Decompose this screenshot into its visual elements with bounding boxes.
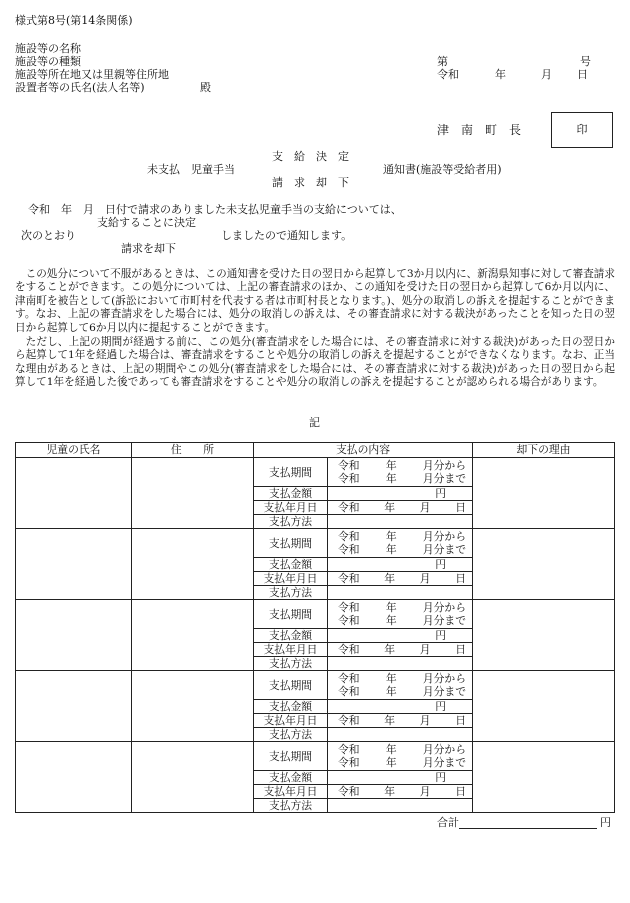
header-payment-details: 支払の内容 bbox=[254, 443, 473, 458]
table-row bbox=[16, 600, 615, 629]
facility-type-label: 施設等の種類 bbox=[15, 55, 81, 68]
pay-date-value[interactable]: 令和 年 月 日 bbox=[328, 572, 473, 586]
pay-method-value[interactable] bbox=[328, 657, 473, 671]
pay-date-value[interactable]: 令和 年 月 日 bbox=[328, 501, 473, 515]
intro-line1: 令和 年 月 日付で請求のありました未支払児童手当の支給については、 bbox=[28, 203, 402, 216]
period-value[interactable]: 令和 年 月分から 令和 年 月分まで bbox=[328, 742, 473, 771]
title-right: 通知書(施設等受給者用) bbox=[383, 163, 502, 176]
date-year: 年 bbox=[495, 68, 506, 81]
rejection-reason-cell[interactable] bbox=[473, 671, 615, 742]
address-cell[interactable] bbox=[132, 742, 254, 813]
period-label: 支払期間 bbox=[254, 458, 328, 487]
pay-method-value[interactable] bbox=[328, 586, 473, 600]
pay-method-value[interactable] bbox=[328, 799, 473, 813]
title-left: 未支払 児童手当 bbox=[147, 163, 235, 176]
total-label: 合計 bbox=[437, 816, 459, 829]
title-option-decision: 支 給 決 定 bbox=[272, 150, 349, 163]
period-value[interactable]: 令和 年 月分から 令和 年 月分まで bbox=[328, 529, 473, 558]
seal-mark: 印 bbox=[576, 123, 588, 137]
pay-date-value[interactable]: 令和 年 月 日 bbox=[328, 714, 473, 728]
issuer-name: 津 南 町 長 bbox=[437, 123, 522, 137]
child-name-cell[interactable] bbox=[16, 600, 132, 671]
amount-label: 支払金額 bbox=[254, 487, 328, 501]
period-value[interactable]: 令和 年 月分から 令和 年 月分まで bbox=[328, 671, 473, 700]
header-address: 住 所 bbox=[132, 443, 254, 458]
pay-method-label: 支払方法 bbox=[254, 657, 328, 671]
intro-line2-right: しましたので通知します。 bbox=[221, 229, 353, 242]
address-cell[interactable] bbox=[132, 458, 254, 529]
seal-box bbox=[551, 112, 613, 148]
amount-value[interactable]: 円 bbox=[328, 629, 473, 643]
child-name-cell[interactable] bbox=[16, 529, 132, 600]
child-name-cell[interactable] bbox=[16, 742, 132, 813]
intro-option-pay: 支給することに決定 bbox=[97, 216, 196, 229]
date-day: 日 bbox=[577, 68, 588, 81]
title-option-rejection: 請 求 却 下 bbox=[272, 176, 349, 189]
total-field[interactable] bbox=[459, 828, 597, 829]
pay-date-label: 支払年月日 bbox=[254, 501, 328, 515]
address-cell[interactable] bbox=[132, 600, 254, 671]
period-label: 支払期間 bbox=[254, 600, 328, 629]
date-era: 令和 bbox=[437, 68, 459, 81]
child-name-cell[interactable] bbox=[16, 671, 132, 742]
notice-paragraph-2: ただし、上記の期間が経過する前に、この処分(審査請求をした場合には、その審査請求に対する裁決)があった日の翌日から起算して1年を経過した場合は、審査請求をすることや処分の取消しの訴えを提起することができなくなります。なお、正当な理由があるときは、上記の期間やこの処分(審査請求をした場合には、その審査請求に対する裁決)があった日の翌日から起算して1年を経過した後であっても審査請求をすることや処分の取消しの訴えを提起することが認められる場合があります。 bbox=[15, 336, 615, 389]
period-value[interactable]: 令和 年 月分から 令和 年 月分まで bbox=[328, 600, 473, 629]
ki-mark: 記 bbox=[309, 416, 320, 429]
pay-date-label: 支払年月日 bbox=[254, 572, 328, 586]
table-row bbox=[16, 458, 615, 487]
table-row bbox=[16, 742, 615, 771]
amount-label: 支払金額 bbox=[254, 700, 328, 714]
header-child-name: 児童の氏名 bbox=[16, 443, 132, 458]
pay-method-label: 支払方法 bbox=[254, 799, 328, 813]
facility-name-label: 施設等の名称 bbox=[15, 42, 81, 55]
period-label: 支払期間 bbox=[254, 742, 328, 771]
facility-address-label: 施設等所在地又は里親等住所地 bbox=[15, 68, 169, 81]
child-name-cell[interactable] bbox=[16, 458, 132, 529]
pay-method-value[interactable] bbox=[328, 515, 473, 529]
notice-paragraph-1: この処分について不服があるときは、この通知書を受けた日の翌日から起算して3か月以内に、新潟県知事に対して審査請求をすることができます。この処分については、上記の審査請求のほか、この通知を受けた日の翌日から起算して6か月以内に、津南町を被告として(訴訟において市町村を代表する者は市町村長となります。)、処分の取消しの訴えを提起することができます。なお、上記の審査請求をした場合には、処分の取消しの訴えは、その審査請求に対する裁決があったことを知った日の翌日から起算して6か月以内に提起することができます。 bbox=[15, 268, 615, 334]
intro-line2-left: 次のとおり bbox=[21, 229, 76, 242]
table-row bbox=[16, 671, 615, 700]
doc-number-suffix: 号 bbox=[580, 55, 591, 68]
amount-label: 支払金額 bbox=[254, 558, 328, 572]
pay-method-label: 支払方法 bbox=[254, 515, 328, 529]
address-cell[interactable] bbox=[132, 671, 254, 742]
amount-label: 支払金額 bbox=[254, 629, 328, 643]
period-label: 支払期間 bbox=[254, 671, 328, 700]
header-rejection-reason: 却下の理由 bbox=[473, 443, 615, 458]
amount-label: 支払金額 bbox=[254, 771, 328, 785]
amount-value[interactable]: 円 bbox=[328, 771, 473, 785]
amount-value[interactable]: 円 bbox=[328, 487, 473, 501]
pay-date-value[interactable]: 令和 年 月 日 bbox=[328, 785, 473, 799]
total-unit: 円 bbox=[600, 816, 611, 829]
rejection-reason-cell[interactable] bbox=[473, 458, 615, 529]
intro-option-reject: 請求を却下 bbox=[121, 242, 176, 255]
table-header-row bbox=[16, 443, 615, 458]
form-number: 様式第8号(第14条関係) bbox=[15, 14, 133, 27]
pay-method-label: 支払方法 bbox=[254, 586, 328, 600]
period-label: 支払期間 bbox=[254, 529, 328, 558]
doc-number-prefix: 第 bbox=[437, 55, 448, 68]
amount-value[interactable]: 円 bbox=[328, 558, 473, 572]
pay-method-label: 支払方法 bbox=[254, 728, 328, 742]
date-month: 月 bbox=[541, 68, 552, 81]
honorific: 殿 bbox=[200, 81, 211, 94]
pay-date-label: 支払年月日 bbox=[254, 785, 328, 799]
pay-date-value[interactable]: 令和 年 月 日 bbox=[328, 643, 473, 657]
payment-table bbox=[15, 442, 615, 813]
period-value[interactable]: 令和 年 月分から 令和 年 月分まで bbox=[328, 458, 473, 487]
pay-date-label: 支払年月日 bbox=[254, 643, 328, 657]
founder-name-label: 設置者等の氏名(法人名等) bbox=[15, 81, 145, 94]
address-cell[interactable] bbox=[132, 529, 254, 600]
rejection-reason-cell[interactable] bbox=[473, 529, 615, 600]
rejection-reason-cell[interactable] bbox=[473, 600, 615, 671]
pay-method-value[interactable] bbox=[328, 728, 473, 742]
rejection-reason-cell[interactable] bbox=[473, 742, 615, 813]
pay-date-label: 支払年月日 bbox=[254, 714, 328, 728]
amount-value[interactable]: 円 bbox=[328, 700, 473, 714]
table-row bbox=[16, 529, 615, 558]
